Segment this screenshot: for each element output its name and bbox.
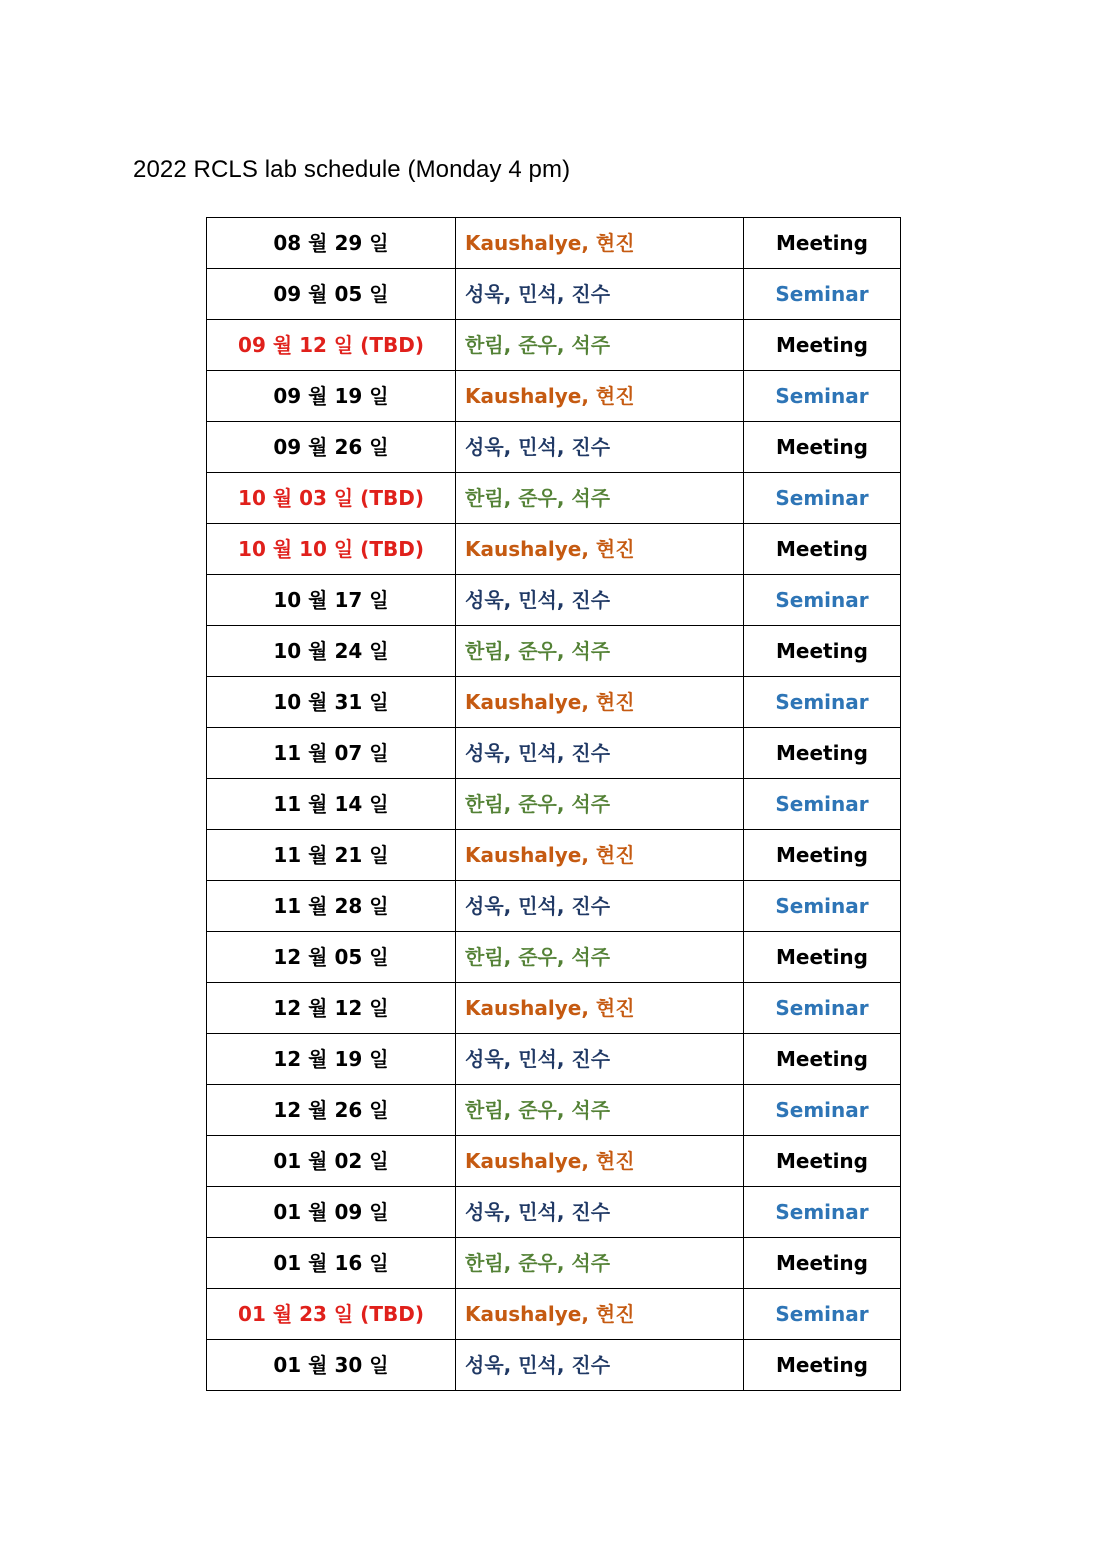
members-text: Kaushalye, 현진 <box>465 384 635 408</box>
table-row <box>207 830 901 881</box>
date-cell <box>207 932 456 983</box>
type-text: Seminar <box>775 384 869 408</box>
members-text: 성욱, 민석, 진수 <box>465 741 611 765</box>
type-text: Meeting <box>775 333 868 357</box>
members-cell <box>456 1187 744 1238</box>
date-cell <box>207 1187 456 1238</box>
type-text: Seminar <box>775 486 869 510</box>
members-cell <box>456 1136 744 1187</box>
table-row <box>207 728 901 779</box>
type-text: Meeting <box>775 537 868 561</box>
table-row <box>207 320 901 371</box>
table-row <box>207 881 901 932</box>
type-cell <box>744 677 901 728</box>
type-text: Seminar <box>775 588 869 612</box>
type-cell <box>744 1340 901 1391</box>
type-cell <box>744 269 901 320</box>
table-row <box>207 371 901 422</box>
table-row <box>207 473 901 524</box>
date-cell <box>207 626 456 677</box>
date-cell <box>207 1085 456 1136</box>
date-cell <box>207 371 456 422</box>
type-text: Seminar <box>775 792 869 816</box>
members-cell <box>456 830 744 881</box>
date-text: 01 월 23 일 (TBD) <box>238 1302 424 1326</box>
date-text: 01 월 02 일 <box>273 1149 389 1173</box>
page-title: 2022 RCLS lab schedule (Monday 4 pm) <box>133 156 571 183</box>
members-text: 성욱, 민석, 진수 <box>465 1200 611 1224</box>
date-text: 10 월 31 일 <box>273 690 389 714</box>
members-text: 성욱, 민석, 진수 <box>465 1047 611 1071</box>
table-row <box>207 1085 901 1136</box>
date-cell <box>207 983 456 1034</box>
members-cell <box>456 1085 744 1136</box>
date-text: 01 월 30 일 <box>273 1353 389 1377</box>
date-text: 10 월 17 일 <box>273 588 389 612</box>
date-cell <box>207 1340 456 1391</box>
type-cell <box>744 524 901 575</box>
type-text: Meeting <box>775 231 868 255</box>
type-cell <box>744 779 901 830</box>
type-cell <box>744 1034 901 1085</box>
type-cell <box>744 1085 901 1136</box>
members-cell <box>456 932 744 983</box>
table-row <box>207 1136 901 1187</box>
type-text: Meeting <box>775 1047 868 1071</box>
date-text: 12 월 05 일 <box>273 945 389 969</box>
date-cell <box>207 218 456 269</box>
date-cell <box>207 422 456 473</box>
members-text: 성욱, 민석, 진수 <box>465 894 611 918</box>
members-text: 한림, 준우, 석주 <box>465 1098 611 1122</box>
table-row <box>207 422 901 473</box>
members-text: Kaushalye, 현진 <box>465 1149 635 1173</box>
date-cell <box>207 881 456 932</box>
type-cell <box>744 473 901 524</box>
type-cell <box>744 626 901 677</box>
members-text: Kaushalye, 현진 <box>465 537 635 561</box>
type-cell <box>744 1238 901 1289</box>
members-cell <box>456 371 744 422</box>
date-cell <box>207 524 456 575</box>
members-text: 한림, 준우, 석주 <box>465 333 611 357</box>
date-text: 09 월 05 일 <box>273 282 389 306</box>
date-text: 12 월 12 일 <box>273 996 389 1020</box>
type-text: Seminar <box>775 894 869 918</box>
date-text: 11 월 14 일 <box>273 792 389 816</box>
members-cell <box>456 524 744 575</box>
type-cell <box>744 1136 901 1187</box>
date-cell <box>207 269 456 320</box>
type-text: Meeting <box>775 639 868 663</box>
date-text: 09 월 19 일 <box>273 384 389 408</box>
type-text: Seminar <box>775 996 869 1020</box>
date-cell <box>207 575 456 626</box>
date-cell <box>207 677 456 728</box>
table-row <box>207 1034 901 1085</box>
type-cell <box>744 830 901 881</box>
members-text: Kaushalye, 현진 <box>465 231 635 255</box>
table-row <box>207 677 901 728</box>
type-text: Meeting <box>775 1251 868 1275</box>
type-text: Seminar <box>775 1200 869 1224</box>
members-text: 성욱, 민석, 진수 <box>465 282 611 306</box>
members-cell <box>456 575 744 626</box>
date-cell <box>207 779 456 830</box>
type-text: Meeting <box>775 1149 868 1173</box>
members-text: 성욱, 민석, 진수 <box>465 1353 611 1377</box>
date-text: 09 월 12 일 (TBD) <box>238 333 424 357</box>
type-text: Seminar <box>775 1302 869 1326</box>
members-text: 한림, 준우, 석주 <box>465 1251 611 1275</box>
date-cell <box>207 1034 456 1085</box>
members-cell <box>456 677 744 728</box>
members-text: 한림, 준우, 석주 <box>465 945 611 969</box>
type-cell <box>744 422 901 473</box>
type-cell <box>744 320 901 371</box>
date-text: 12 월 19 일 <box>273 1047 389 1071</box>
date-text: 11 월 21 일 <box>273 843 389 867</box>
table-row <box>207 626 901 677</box>
type-cell <box>744 1289 901 1340</box>
date-cell <box>207 728 456 779</box>
date-text: 08 월 29 일 <box>273 231 389 255</box>
table-row <box>207 983 901 1034</box>
type-text: Meeting <box>775 1353 868 1377</box>
members-cell <box>456 626 744 677</box>
type-cell <box>744 1187 901 1238</box>
date-text: 10 월 03 일 (TBD) <box>238 486 424 510</box>
members-text: 성욱, 민석, 진수 <box>465 588 611 612</box>
date-text: 11 월 28 일 <box>273 894 389 918</box>
members-text: Kaushalye, 현진 <box>465 1302 635 1326</box>
members-cell <box>456 1289 744 1340</box>
members-text: 한림, 준우, 석주 <box>465 486 611 510</box>
type-text: Meeting <box>775 435 868 459</box>
type-cell <box>744 983 901 1034</box>
type-text: Meeting <box>775 741 868 765</box>
type-cell <box>744 218 901 269</box>
members-cell <box>456 881 744 932</box>
type-cell <box>744 371 901 422</box>
table-row <box>207 218 901 269</box>
table-row <box>207 269 901 320</box>
date-text: 12 월 26 일 <box>273 1098 389 1122</box>
members-text: Kaushalye, 현진 <box>465 996 635 1020</box>
table-row <box>207 932 901 983</box>
date-text: 11 월 07 일 <box>273 741 389 765</box>
date-cell <box>207 473 456 524</box>
members-cell <box>456 1238 744 1289</box>
table-row <box>207 524 901 575</box>
date-text: 10 월 24 일 <box>273 639 389 663</box>
date-text: 10 월 10 일 (TBD) <box>238 537 424 561</box>
members-text: Kaushalye, 현진 <box>465 690 635 714</box>
date-cell <box>207 1238 456 1289</box>
schedule-table <box>206 217 901 1391</box>
schedule-table-body <box>207 218 901 1391</box>
date-cell <box>207 830 456 881</box>
type-cell <box>744 575 901 626</box>
type-text: Meeting <box>775 843 868 867</box>
table-row <box>207 1187 901 1238</box>
type-text: Seminar <box>775 282 869 306</box>
members-cell <box>456 728 744 779</box>
table-row <box>207 1340 901 1391</box>
date-cell <box>207 320 456 371</box>
type-cell <box>744 881 901 932</box>
members-text: 한림, 준우, 석주 <box>465 792 611 816</box>
type-cell <box>744 932 901 983</box>
type-text: Seminar <box>775 1098 869 1122</box>
members-cell <box>456 320 744 371</box>
date-cell <box>207 1136 456 1187</box>
table-row <box>207 779 901 830</box>
type-text: Meeting <box>775 945 868 969</box>
members-cell <box>456 422 744 473</box>
type-text: Seminar <box>775 690 869 714</box>
members-text: 성욱, 민석, 진수 <box>465 435 611 459</box>
members-cell <box>456 269 744 320</box>
members-cell <box>456 779 744 830</box>
table-row <box>207 575 901 626</box>
members-cell <box>456 983 744 1034</box>
members-cell <box>456 473 744 524</box>
members-cell <box>456 1340 744 1391</box>
table-row <box>207 1238 901 1289</box>
members-cell <box>456 218 744 269</box>
date-cell <box>207 1289 456 1340</box>
date-text: 01 월 16 일 <box>273 1251 389 1275</box>
members-text: Kaushalye, 현진 <box>465 843 635 867</box>
type-cell <box>744 728 901 779</box>
table-row <box>207 1289 901 1340</box>
date-text: 09 월 26 일 <box>273 435 389 459</box>
members-text: 한림, 준우, 석주 <box>465 639 611 663</box>
date-text: 01 월 09 일 <box>273 1200 389 1224</box>
members-cell <box>456 1034 744 1085</box>
